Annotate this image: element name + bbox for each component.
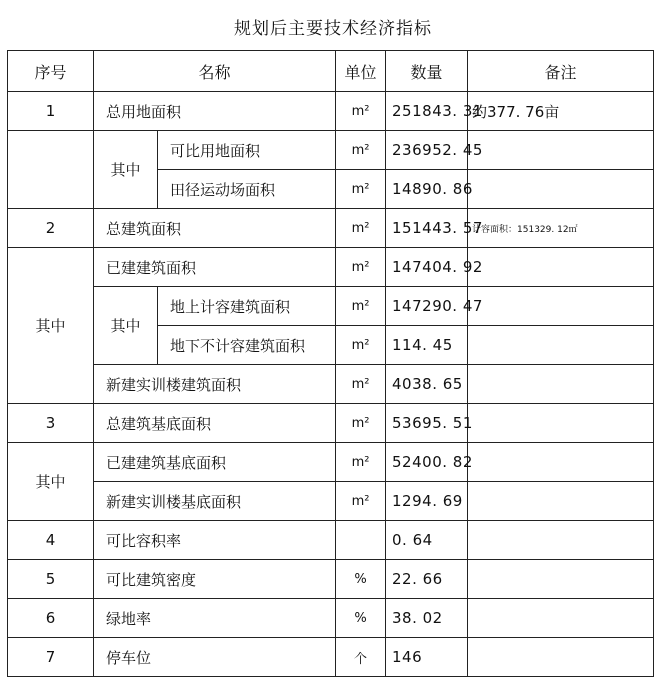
- header-unit: 单位: [336, 51, 386, 92]
- header-name: 名称: [94, 51, 336, 92]
- note-cell: 约377. 76亩: [468, 92, 654, 131]
- name-cell: 总建筑面积: [94, 209, 336, 248]
- qty-cell: 0. 64: [386, 521, 468, 560]
- note-cell: [468, 248, 654, 287]
- unit-cell: m²: [336, 365, 386, 404]
- unit-cell: m²: [336, 482, 386, 521]
- qty-cell: 146: [386, 638, 468, 677]
- note-cell: [468, 521, 654, 560]
- table-row: [8, 521, 654, 560]
- table-row: [8, 209, 654, 248]
- seq-cell: 6: [8, 599, 94, 638]
- qty-cell: 151443. 57: [386, 209, 468, 248]
- unit-cell: m²: [336, 287, 386, 326]
- unit-cell: m²: [336, 170, 386, 209]
- qty-cell: 147404. 92: [386, 248, 468, 287]
- table-row: [8, 248, 654, 287]
- note-cell: [468, 443, 654, 482]
- unit-cell: m²: [336, 248, 386, 287]
- header-seq: 序号: [8, 51, 94, 92]
- name-cell: 总用地面积: [94, 92, 336, 131]
- note-cell: [468, 404, 654, 443]
- table-row: [8, 599, 654, 638]
- unit-cell: m²: [336, 404, 386, 443]
- unit-cell: 个: [336, 638, 386, 677]
- note-cell: [468, 560, 654, 599]
- table-row: [8, 560, 654, 599]
- unit-cell: %: [336, 560, 386, 599]
- unit-cell: [336, 521, 386, 560]
- unit-cell: m²: [336, 326, 386, 365]
- note-cell: [468, 365, 654, 404]
- table-row: [8, 131, 654, 170]
- name-cell: 已建建筑面积: [94, 248, 336, 287]
- seq-cell: 4: [8, 521, 94, 560]
- table-row: [8, 638, 654, 677]
- name-cell: 停车位: [94, 638, 336, 677]
- table-row: [8, 365, 654, 404]
- group-cell: 其中: [8, 443, 94, 521]
- name-cell: 总建筑基底面积: [94, 404, 336, 443]
- qty-cell: 22. 66: [386, 560, 468, 599]
- table-row: [8, 482, 654, 521]
- note-cell: [468, 131, 654, 170]
- header-row: [8, 51, 654, 92]
- qty-cell: 53695. 51: [386, 404, 468, 443]
- seq-cell: 3: [8, 404, 94, 443]
- name-cell: 新建实训楼建筑面积: [94, 365, 336, 404]
- qty-cell: 52400. 82: [386, 443, 468, 482]
- indicators-table: [7, 50, 654, 677]
- group-cell: 其中: [94, 131, 158, 209]
- qty-cell: 14890. 86: [386, 170, 468, 209]
- seq-cell: 1: [8, 92, 94, 131]
- seq-cell: [8, 131, 94, 209]
- unit-cell: m²: [336, 443, 386, 482]
- qty-cell: 251843. 31: [386, 92, 468, 131]
- name-cell: 田径运动场面积: [158, 170, 336, 209]
- qty-cell: 1294. 69: [386, 482, 468, 521]
- note-cell: [468, 326, 654, 365]
- name-cell: 可比用地面积: [158, 131, 336, 170]
- table-row: [8, 443, 654, 482]
- note-cell: [468, 170, 654, 209]
- qty-cell: 147290. 47: [386, 287, 468, 326]
- qty-cell: 38. 02: [386, 599, 468, 638]
- name-cell: 新建实训楼基底面积: [94, 482, 336, 521]
- note-cell: [468, 599, 654, 638]
- header-qty: 数量: [386, 51, 468, 92]
- name-cell: 已建建筑基底面积: [94, 443, 336, 482]
- name-cell: 绿地率: [94, 599, 336, 638]
- seq-cell: 5: [8, 560, 94, 599]
- unit-cell: m²: [336, 92, 386, 131]
- header-note: 备注: [468, 51, 654, 92]
- table-row: [8, 404, 654, 443]
- unit-cell: m²: [336, 131, 386, 170]
- unit-cell: %: [336, 599, 386, 638]
- name-cell: 地下不计容建筑面积: [158, 326, 336, 365]
- note-cell: [468, 287, 654, 326]
- table-row: [8, 287, 654, 326]
- name-cell: 可比建筑密度: [94, 560, 336, 599]
- note-cell: [468, 482, 654, 521]
- group-cell: 其中: [8, 248, 94, 404]
- name-cell: 可比容积率: [94, 521, 336, 560]
- table-title: 规划后主要技术经济指标: [234, 19, 432, 39]
- seq-cell: 7: [8, 638, 94, 677]
- seq-cell: 2: [8, 209, 94, 248]
- table-row: [8, 92, 654, 131]
- note-cell: 计容面积：151329. 12㎡: [468, 209, 654, 248]
- note-cell: [468, 638, 654, 677]
- qty-cell: 4038. 65: [386, 365, 468, 404]
- name-cell: 地上计容建筑面积: [158, 287, 336, 326]
- subgroup-cell: 其中: [94, 287, 158, 365]
- unit-cell: m²: [336, 209, 386, 248]
- qty-cell: 114. 45: [386, 326, 468, 365]
- qty-cell: 236952. 45: [386, 131, 468, 170]
